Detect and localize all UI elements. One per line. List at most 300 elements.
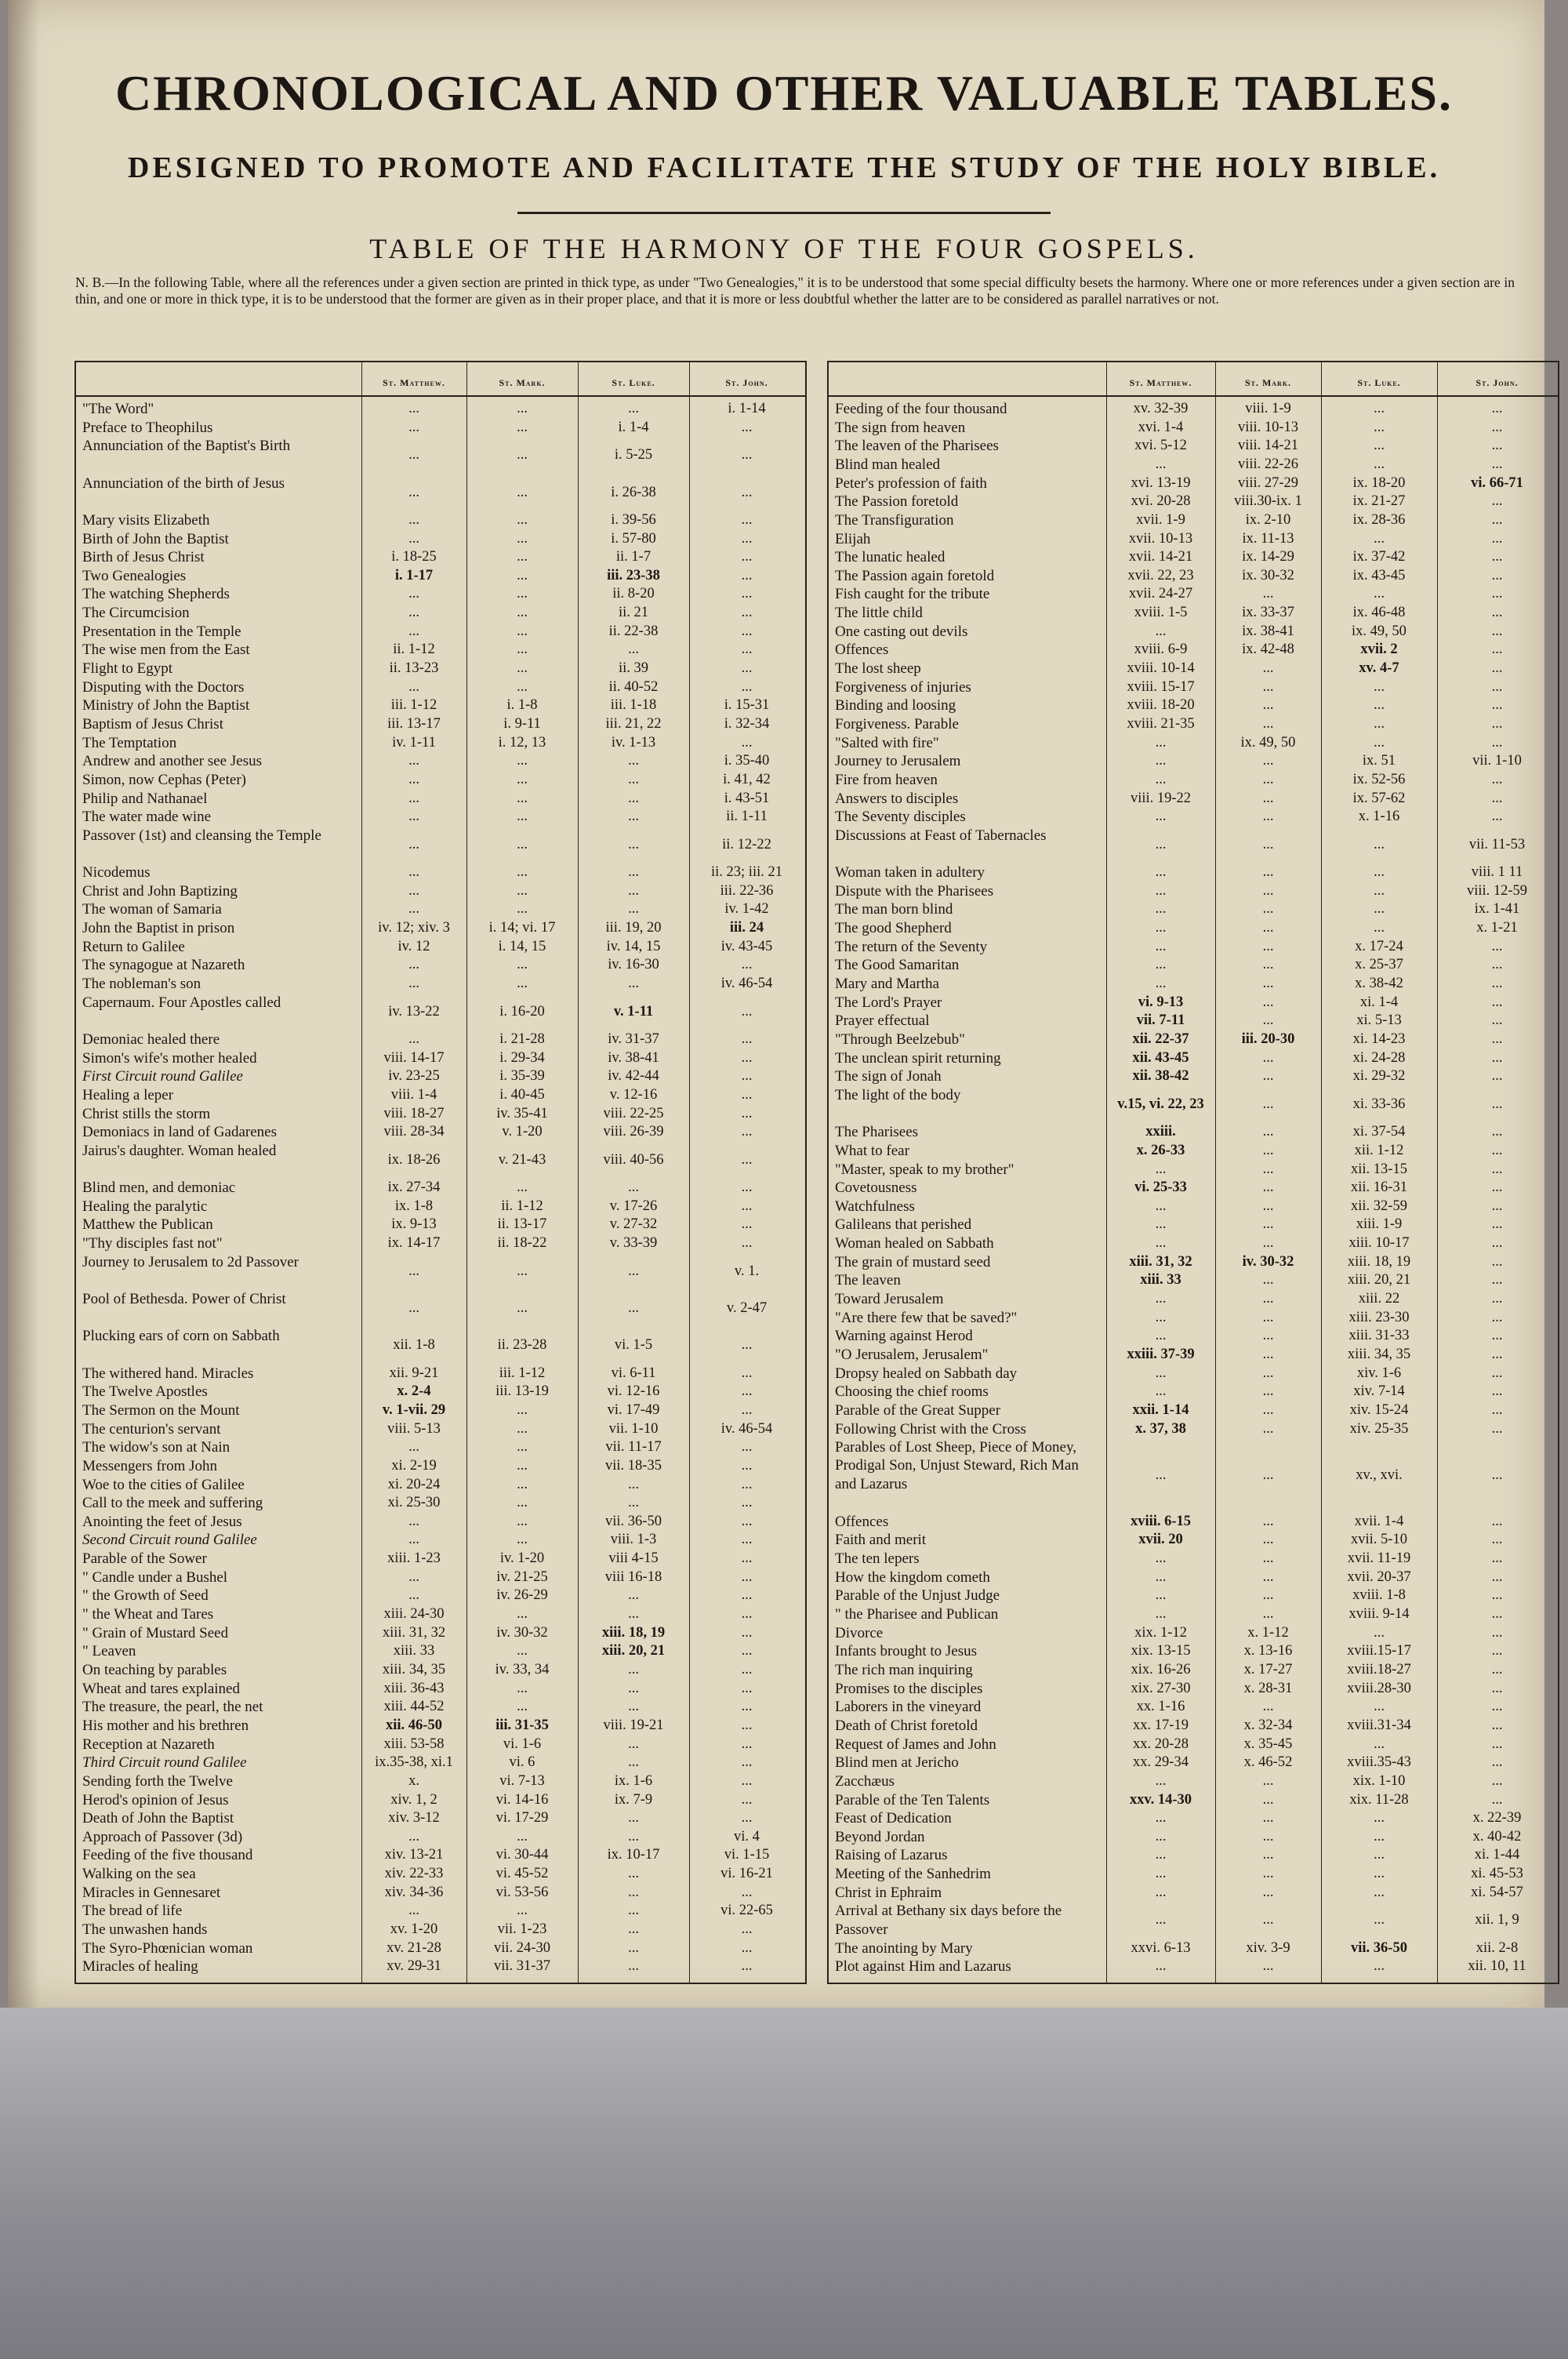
table-row (829, 1253, 1558, 1272)
luke-ref: ... (628, 1939, 639, 1956)
table-row (829, 660, 1558, 678)
john-ref: ... (1491, 1068, 1503, 1085)
table-row (829, 919, 1558, 938)
john-ref: ... (1491, 1216, 1503, 1233)
matthew-ref: ii. 13-23 (389, 660, 439, 677)
john-ref: iii. 22-36 (720, 882, 774, 899)
table-row (829, 1012, 1558, 1030)
john-ref: ... (1491, 1699, 1503, 1715)
matthew-ref: ix.35-38, xi.1 (375, 1754, 453, 1771)
mark-ref: v. 21-43 (498, 1151, 546, 1168)
mark-ref: vi. 30-44 (495, 1847, 549, 1863)
table-title: TABLE OF THE HARMONY OF THE FOUR GOSPELS. (369, 233, 1199, 264)
table-row (829, 1717, 1558, 1736)
event-name: Discussions at Feast of Tabernacles (835, 827, 1047, 844)
mark-ref: ... (1262, 1272, 1274, 1289)
mark-ref: ix. 30-32 (1242, 567, 1294, 583)
matthew-ref: ... (408, 530, 419, 547)
mark-ref: i. 14; vi. 17 (488, 920, 556, 936)
table-row (829, 437, 1558, 456)
john-ref: ... (741, 549, 753, 565)
matthew-ref: x. (408, 1772, 419, 1789)
matthew-ref: iv. 1-11 (392, 734, 436, 751)
event-name: " the Pharisee and Publican (835, 1606, 999, 1623)
john-ref: ... (741, 511, 753, 528)
mark-ref: vii. 1-23 (497, 1921, 547, 1938)
event-name: The Passion again foretold (835, 567, 995, 584)
john-ref: ... (741, 1736, 753, 1752)
event-name: " Candle under a Bushel (82, 1568, 228, 1586)
john-ref: ... (1491, 623, 1503, 639)
matthew-ref: xxii. 1-14 (1132, 1401, 1189, 1418)
matthew-ref: xii. 38-42 (1132, 1068, 1189, 1085)
mark-ref: v. 1-20 (502, 1124, 543, 1140)
mark-ref: ... (1262, 1587, 1274, 1604)
event-name: Parable of the Sower (82, 1550, 207, 1568)
event-name: John the Baptist in prison (82, 920, 235, 937)
mark-ref: viii. 10-13 (1237, 419, 1299, 435)
event-name: The leaven (835, 1272, 901, 1289)
luke-ref: ... (628, 753, 639, 769)
mark-ref: ... (517, 549, 528, 565)
table-row (76, 882, 805, 901)
matthew-ref: xii. 22-37 (1132, 1031, 1189, 1047)
table-row (76, 1680, 805, 1699)
table-row (829, 1216, 1558, 1234)
matthew-ref: xiv. 3-12 (388, 1810, 440, 1826)
matthew-ref: xvi. 5-12 (1134, 438, 1187, 454)
john-ref: ... (741, 957, 753, 973)
event-name: Herod's opinion of Jesus (82, 1791, 229, 1808)
john-ref: ... (1491, 1550, 1503, 1567)
table-row (76, 1383, 805, 1401)
matthew-ref: xx. 1-16 (1136, 1699, 1185, 1715)
mark-ref: ... (517, 864, 528, 881)
john-ref: ... (1491, 1791, 1503, 1808)
luke-ref: iii. 1-18 (610, 697, 657, 714)
event-name: Offences (835, 642, 889, 659)
event-name: Christ and John Baptizing (82, 882, 238, 900)
john-ref: ii. 1-11 (726, 809, 768, 825)
matthew-ref: xiii. 53-58 (383, 1736, 445, 1752)
mark-ref: ... (1262, 1161, 1274, 1177)
luke-ref: xv. 4-7 (1359, 660, 1399, 677)
mark-ref: ... (517, 1643, 528, 1659)
mark-ref: ... (1262, 1550, 1274, 1567)
luke-ref: v. 27-32 (609, 1216, 658, 1233)
event-name: The Passion foretold (835, 493, 959, 511)
john-ref: ... (741, 1884, 753, 1900)
matthew-ref: ... (408, 1568, 419, 1585)
table-row (76, 1957, 805, 1976)
luke-ref: ... (628, 1810, 639, 1826)
luke-ref: xviii.15-17 (1347, 1643, 1411, 1659)
mark-ref: ... (1262, 586, 1274, 602)
john-ref: ... (1491, 957, 1503, 973)
mark-ref: ... (517, 1401, 528, 1418)
luke-ref: xviii. 9-14 (1348, 1606, 1410, 1623)
event-name: Raising of Lazarus (835, 1847, 948, 1864)
john-ref: ... (741, 1643, 753, 1659)
luke-ref: ... (1374, 1828, 1385, 1845)
matthew-ref: iii. 1-12 (390, 697, 437, 714)
mark-ref: vi. 14-16 (495, 1791, 549, 1808)
event-name: Simon's wife's mother healed (82, 1049, 257, 1067)
event-name: Feeding of the five thousand (82, 1847, 253, 1864)
event-name: Pool of Bethesda. Power of Christ (82, 1291, 286, 1308)
table-row (829, 1327, 1558, 1346)
matthew-ref: ... (408, 771, 419, 787)
john-ref: ... (1491, 809, 1503, 825)
luke-ref: ix. 28-36 (1352, 511, 1406, 528)
mark-ref: vii. 24-30 (494, 1939, 550, 1956)
event-name: " Grain of Mustard Seed (82, 1624, 229, 1641)
luke-ref: ... (628, 1884, 639, 1900)
table-row (76, 1086, 805, 1105)
luke-ref: xiii. 34, 35 (1347, 1347, 1411, 1362)
mark-ref: ix. 33-37 (1242, 605, 1294, 621)
matthew-ref: ... (408, 1828, 419, 1845)
table-row (829, 1624, 1558, 1643)
mark-ref: ... (517, 1903, 528, 1919)
matthew-ref: iv. 12 (397, 938, 430, 954)
table-row (76, 1587, 805, 1605)
table-row (76, 1624, 805, 1643)
event-name: The Lord's Prayer (835, 994, 942, 1011)
john-ref: ... (741, 1337, 753, 1354)
table-row (829, 548, 1558, 567)
luke-ref: xi. 24-28 (1352, 1049, 1406, 1066)
luke-ref: xviii.28-30 (1347, 1680, 1411, 1696)
matthew-ref: ... (408, 1513, 419, 1529)
matthew-ref: i. 1-17 (394, 567, 434, 583)
event-name: Ministry of John the Baptist (82, 697, 250, 714)
event-name: Promises to the disciples (835, 1680, 983, 1697)
table-row (829, 419, 1558, 438)
luke-ref: vii. 11-17 (605, 1439, 662, 1456)
luke-ref: ... (628, 1263, 639, 1279)
matthew-ref: viii. 18-27 (383, 1105, 445, 1121)
matthew-ref: viii. 19-22 (1130, 790, 1192, 806)
mark-ref: x. 17-27 (1243, 1662, 1293, 1677)
luke-ref: xiv. 7-14 (1353, 1383, 1405, 1400)
mark-ref: ... (517, 623, 528, 639)
event-name: Christ stills the storm (82, 1105, 211, 1122)
luke-ref: x. 38-42 (1355, 976, 1403, 992)
table-row (76, 790, 805, 809)
mark-ref: ... (517, 882, 528, 899)
mark-ref: ... (517, 1828, 528, 1845)
event-name: Death of Christ foretold (835, 1717, 978, 1734)
matthew-ref: xx. 17-19 (1133, 1717, 1189, 1733)
john-ref: ... (1491, 549, 1503, 565)
matthew-ref: ... (408, 484, 419, 500)
table-row (76, 567, 805, 586)
event-name: Mary and Martha (835, 976, 939, 993)
luke-ref: ... (1374, 901, 1385, 918)
luke-ref: iii. 19, 20 (605, 920, 662, 936)
event-name: Preface to Theophilus (82, 419, 213, 436)
event-name: Second Circuit round Galilee (82, 1532, 257, 1549)
luke-ref: i. 39-56 (611, 511, 656, 528)
mark-ref: ... (517, 484, 528, 500)
page-title: CHRONOLOGICAL AND OTHER VALUABLE TABLES. (115, 65, 1453, 121)
luke-ref: i. 5-25 (614, 447, 653, 463)
table-row (829, 790, 1558, 809)
table-row (76, 956, 805, 975)
table-row (829, 1736, 1558, 1754)
luke-ref: ... (1374, 1624, 1385, 1641)
event-name: The Temptation (82, 734, 177, 751)
table-row (76, 1327, 805, 1364)
table-row (829, 1754, 1558, 1772)
john-ref: ... (741, 678, 753, 695)
matthew-ref: xvi. 20-28 (1131, 493, 1191, 510)
john-ref: ... (1491, 438, 1503, 454)
mark-ref: i. 12, 13 (498, 734, 546, 751)
table-row (829, 493, 1558, 511)
luke-ref: ... (628, 1300, 639, 1317)
luke-ref: ... (1374, 882, 1385, 899)
matthew-ref: ... (1155, 1866, 1167, 1882)
table-row (829, 400, 1558, 419)
luke-ref: vii. 1-10 (608, 1420, 659, 1437)
table-row (829, 827, 1558, 863)
mark-ref: vi. 1-6 (503, 1736, 542, 1752)
matthew-ref: ... (1155, 1328, 1167, 1344)
john-ref: ... (741, 1151, 753, 1168)
event-name: "The Word" (82, 401, 154, 417)
mark-ref: ... (517, 586, 528, 602)
luke-ref: vi. 12-16 (607, 1383, 660, 1400)
luke-ref: ... (628, 1662, 639, 1677)
luke-ref: ii. 1-7 (615, 549, 652, 565)
john-ref: ... (741, 1383, 753, 1400)
table-row (829, 511, 1558, 530)
event-name: Passover (1st) and cleansing the Temple (82, 827, 321, 844)
event-name: The rich man inquiring (835, 1662, 973, 1678)
table-row (76, 511, 805, 530)
john-ref: ... (1491, 1420, 1503, 1437)
table-row (829, 1123, 1558, 1142)
matthew-ref: ... (408, 1903, 419, 1919)
event-name: Plot against Him and Lazarus (835, 1958, 1011, 1976)
matthew-ref: ... (408, 976, 419, 992)
matthew-ref: ... (1155, 734, 1167, 751)
matthew-ref: ... (408, 753, 419, 769)
john-ref: x. 40-42 (1472, 1828, 1522, 1845)
luke-ref: ii. 40-52 (608, 678, 659, 695)
table-row (829, 530, 1558, 549)
john-ref: ... (1491, 1347, 1503, 1362)
mark-ref: iii. 1-12 (499, 1365, 546, 1381)
john-ref: ... (741, 484, 753, 500)
event-name: The water made wine (82, 809, 212, 826)
event-name: Divorce (835, 1624, 884, 1641)
mark-ref: iv. 35-41 (496, 1105, 548, 1121)
table-row (829, 678, 1558, 697)
mark-ref: ... (1262, 1606, 1274, 1623)
event-name: Demoniacs in land of Gadarenes (82, 1124, 277, 1141)
mark-ref: ... (1262, 1328, 1274, 1344)
mark-ref: ... (1262, 1847, 1274, 1863)
mark-ref: vi. 6 (509, 1754, 535, 1771)
luke-ref: xiii. 18, 19 (1347, 1253, 1411, 1270)
table-row (76, 752, 805, 771)
luke-ref: ... (628, 864, 639, 881)
john-ref: ... (1491, 642, 1503, 658)
mark-ref: ... (517, 1699, 528, 1715)
event-name: Forgiveness of injuries (835, 678, 971, 696)
event-name: Faith and merit (835, 1532, 927, 1549)
event-name: On teaching by parables (82, 1662, 227, 1678)
luke-ref: xix. 11-28 (1349, 1791, 1409, 1808)
mark-ref: ... (1262, 1532, 1274, 1548)
matthew-ref: xii. 46-50 (386, 1717, 442, 1733)
luke-ref: ... (628, 1606, 639, 1623)
background-surface (0, 2008, 1568, 2359)
john-ref: ... (741, 1086, 753, 1103)
table-row (829, 1401, 1558, 1420)
matthew-ref: ... (1155, 1568, 1167, 1585)
event-name: Healing a leper (82, 1086, 174, 1103)
luke-ref: i. 1-4 (618, 419, 649, 435)
mark-ref: x. 46-52 (1243, 1754, 1293, 1771)
event-name: Philip and Nathanael (82, 790, 208, 807)
table-row (76, 1828, 805, 1847)
john-ref: ... (1491, 419, 1503, 435)
table-row (76, 1902, 805, 1921)
table-row (76, 1939, 805, 1958)
mark-ref: i. 9-11 (503, 716, 541, 732)
luke-ref: xiii. 20, 21 (1347, 1272, 1411, 1289)
matthew-ref: x. 26-33 (1136, 1142, 1185, 1158)
event-name: The lost sheep (835, 660, 921, 678)
john-ref: v. 1. (734, 1263, 760, 1279)
mark-ref: ... (517, 1532, 528, 1548)
luke-ref: x. 25-37 (1355, 957, 1403, 973)
luke-ref: ii. 22-38 (608, 623, 659, 639)
event-name: The watching Shepherds (82, 586, 230, 603)
table-row (829, 715, 1558, 734)
luke-ref: ... (628, 1828, 639, 1845)
event-name: The leaven of the Pharisees (835, 438, 999, 455)
matthew-ref: xviii. 18-20 (1127, 697, 1195, 714)
luke-ref: ix. 7-9 (614, 1791, 653, 1808)
mark-ref: ... (517, 642, 528, 658)
luke-ref: xvii. 2 (1360, 642, 1398, 658)
mark-ref: ... (1262, 957, 1274, 973)
matthew-ref: iv. 23-25 (388, 1068, 440, 1085)
mark-ref: ... (1262, 1699, 1274, 1715)
mark-ref: x. 32-34 (1243, 1717, 1293, 1733)
table-row (829, 1030, 1558, 1049)
matthew-ref: ... (1155, 1365, 1167, 1381)
event-name: Blind men at Jericho (835, 1754, 959, 1772)
table-row (76, 1420, 805, 1439)
john-ref: ... (1491, 1624, 1503, 1641)
matthew-ref: ... (1155, 456, 1167, 472)
luke-ref: ... (1374, 1866, 1385, 1882)
luke-ref: viii. 22-25 (603, 1105, 664, 1121)
event-name: The sign from heaven (835, 419, 966, 436)
mark-ref: ix. 42-48 (1242, 642, 1294, 658)
john-ref: ... (1491, 1291, 1503, 1307)
mark-ref: i. 35-39 (499, 1068, 545, 1085)
table-row (829, 1642, 1558, 1661)
table-row (76, 1791, 805, 1810)
luke-ref: xi. 33-36 (1352, 1096, 1406, 1112)
john-ref: ... (741, 1810, 753, 1826)
matthew-ref: v.15, vi. 22, 23 (1117, 1096, 1204, 1112)
luke-ref: xviii.35-43 (1347, 1754, 1411, 1771)
john-ref: ... (741, 1049, 753, 1066)
john-ref: ... (1491, 678, 1503, 695)
matthew-ref: ... (408, 1532, 419, 1548)
table-row (76, 400, 805, 419)
john-ref: ... (1491, 1513, 1503, 1529)
mark-ref: ix. 2-10 (1245, 511, 1291, 528)
table-row (76, 641, 805, 660)
luke-ref: iii. 23-38 (607, 567, 660, 583)
luke-ref: xi. 14-23 (1352, 1031, 1406, 1047)
matthew-ref: ii. 1-12 (393, 642, 435, 658)
table-row (76, 419, 805, 438)
mark-ref: ... (517, 1180, 528, 1196)
john-ref: ... (1491, 1031, 1503, 1047)
luke-ref: ... (628, 771, 639, 787)
event-name: The Good Samaritan (835, 957, 960, 974)
mark-ref: i. 16-20 (499, 1003, 545, 1020)
event-name: Forgiveness. Parable (835, 716, 959, 732)
john-ref: ... (741, 1476, 753, 1492)
luke-ref: ... (1374, 401, 1385, 416)
mark-ref: ... (1262, 1291, 1274, 1307)
matthew-ref: viii. 5-13 (387, 1420, 441, 1437)
table-row (76, 1234, 805, 1253)
luke-ref: xiv. 15-24 (1349, 1401, 1409, 1418)
event-name: Following Christ with the Cross (835, 1420, 1026, 1438)
mark-ref: iv. 30-32 (496, 1624, 548, 1641)
luke-ref: xvii. 1-4 (1354, 1513, 1404, 1529)
luke-ref: ix. 21-27 (1352, 493, 1406, 510)
table-row (829, 808, 1558, 827)
mark-ref: ... (1262, 716, 1274, 732)
event-name: The man born blind (835, 901, 953, 918)
event-name: Anointing the feet of Jesus (82, 1513, 242, 1530)
john-ref: ... (1491, 660, 1503, 677)
event-name: Feeding of the four thousand (835, 401, 1007, 417)
luke-ref: i. 57-80 (611, 530, 656, 547)
event-name: Healing the paralytic (82, 1198, 208, 1215)
event-name: The treasure, the pearl, the net (82, 1699, 263, 1716)
matthew-ref: ... (1155, 771, 1167, 787)
mark-ref: ... (1262, 1467, 1274, 1484)
mark-ref: i. 14, 15 (498, 938, 546, 954)
john-ref: ... (1491, 1235, 1503, 1252)
matthew-ref: viii. 28-34 (383, 1124, 445, 1140)
mark-ref: ... (1262, 1049, 1274, 1066)
luke-ref: ix. 37-42 (1352, 549, 1406, 565)
john-ref: ... (741, 1550, 753, 1567)
john-ref: xi. 54-57 (1471, 1884, 1523, 1900)
john-ref: iii. 24 (729, 920, 764, 936)
mark-ref: ... (1262, 1866, 1274, 1882)
john-ref: vi. 4 (734, 1828, 760, 1845)
luke-ref: xiii. 31-33 (1348, 1328, 1410, 1344)
event-name: Peter's profession of faith (835, 474, 987, 492)
event-name: Beyond Jordan (835, 1828, 925, 1845)
